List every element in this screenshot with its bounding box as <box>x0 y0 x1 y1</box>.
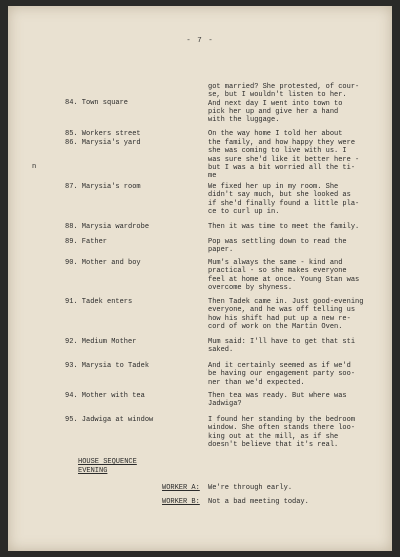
scene-label: 87. Marysia's room <box>65 183 141 191</box>
scene-label: 86. Marysia's yard <box>65 139 141 147</box>
page-number: - 7 - <box>186 37 214 45</box>
scene-action: Then it was time to meet the family. <box>208 223 360 231</box>
dialogue-speaker: WORKER B: <box>162 498 200 506</box>
scene-action: On the way home I told her about <box>208 130 343 138</box>
scene-action: Pop was settling down to read the paper. <box>208 238 347 255</box>
scene-label: 94. Mother with tea <box>65 392 145 400</box>
scene-action: Then Tadek came in. Just good-evening everyone, and he was off telling us how his shift had put up a new re- cord of work on the Martin Oven. <box>208 298 364 331</box>
scene-action: the family, and how happy they were she was coming to live with us. I was sure she'd like it better here - but I was a bit worried all the ti- me <box>208 139 360 181</box>
dialogue-speaker: WORKER A: <box>162 484 200 492</box>
margin-mark: n <box>32 163 37 171</box>
script-page <box>8 6 392 551</box>
scene-action: got married? She protested, of cour- se, but I wouldn't listen to her. And next day I went into town to pick her up and give her a hand with the luggage. <box>208 83 360 125</box>
dialogue-text: We're through early. <box>208 484 293 492</box>
scene-action: Mum said: I'll have to get that sti saked. <box>208 338 356 355</box>
scene-label: 90. Mother and boy <box>65 259 141 267</box>
scene-label: 93. Marysia to Tadek <box>65 362 150 370</box>
scene-label: 92. Medium Mother <box>65 338 137 346</box>
scene-action: Then tea was ready. But where was Jadwiga? <box>208 392 347 409</box>
sequence-subheading: EVENING <box>78 467 108 475</box>
scene-label: 88. Marysia wardrobe <box>65 223 150 231</box>
scene-label: 84. Town square <box>65 99 129 107</box>
scene-label: 89. Father <box>65 238 108 246</box>
scene-label: 91. Tadek enters <box>65 298 133 306</box>
scene-label: 95. Jadwiga at window <box>65 416 154 424</box>
sequence-heading: HOUSE SEQUENCE <box>78 458 137 466</box>
scene-label: 85. Workers street <box>65 130 141 138</box>
scene-action: And it certainly seemed as if we'd be having our engagement party soo- ner than we'd expected. <box>208 362 356 387</box>
scene-action: I found her standing by the bedroom window. She often stands there loo- king out at the mill, as if she doesn't believe that it's real. <box>208 416 356 449</box>
dialogue-text: Not a bad meeting today. <box>208 498 309 506</box>
scene-action: We fixed her up in my room. She didn't say much, but she looked as if she'd finally found a little pla- ce to curl up in. <box>208 183 360 216</box>
scene-action: Mum's always the same - kind and practical - so she makes everyone feel at home at once. Young Stan was overcome by shyness. <box>208 259 360 292</box>
